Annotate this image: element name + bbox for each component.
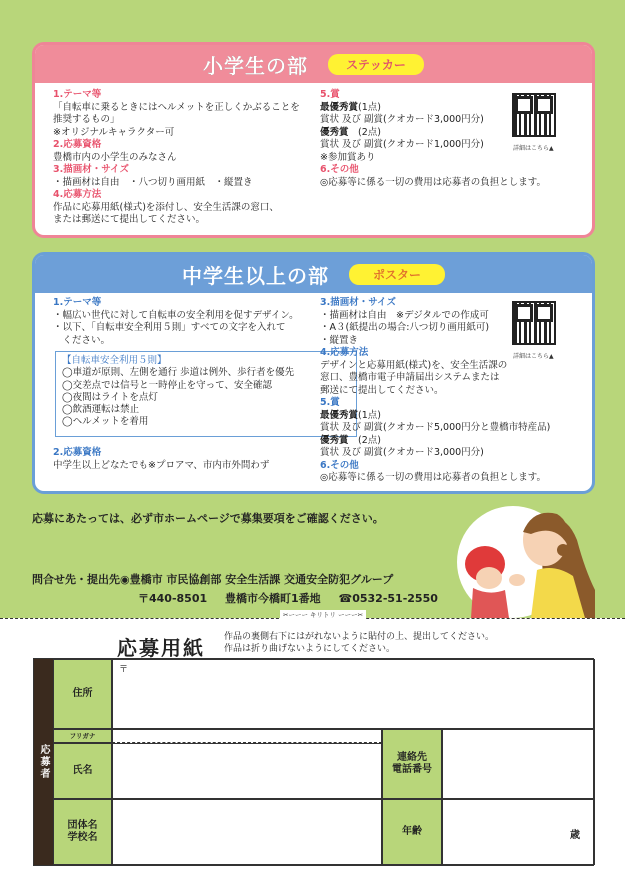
age-label: 年齢 bbox=[382, 799, 442, 865]
theme-line: ・幅広い世代に対して自転車の安全利用を促すデザイン。 bbox=[53, 309, 299, 321]
rule-item: ◯車道が原則、左側を通行 歩道は例外、歩行者を優先 bbox=[62, 367, 295, 379]
theme-line: ください。 bbox=[53, 334, 111, 346]
mother-child-illustration-icon bbox=[445, 500, 595, 618]
rule-item: ◯飲酒運転は禁止 bbox=[62, 404, 140, 416]
furigana-field[interactable] bbox=[112, 729, 382, 743]
group-school-label: 団体名 学校名 bbox=[53, 799, 112, 865]
other-note: ◎応募等に係る一切の費用は応募者の負担とします。 bbox=[320, 176, 547, 188]
homepage-notice: 応募にあたっては、必ず市ホームページで募集要項をご確認ください。 bbox=[32, 512, 384, 525]
phone-field[interactable] bbox=[442, 729, 595, 799]
prize-name: 優秀賞 bbox=[320, 126, 349, 138]
prize-count: (1点) bbox=[358, 409, 381, 421]
junior-left-column bbox=[53, 297, 343, 347]
contact-line: 問合せ先・提出先◉豊橋市 市民協創部 安全生活課 交通安全防犯グループ bbox=[32, 573, 394, 586]
qr-code-icon[interactable] bbox=[512, 93, 556, 137]
method-line: または郵送にて提出してください。 bbox=[53, 214, 206, 225]
form-note-line: 作品の裏側右下にはがれないように貼付の上、提出してください。 bbox=[224, 632, 495, 642]
junior-tag: ポスター bbox=[349, 264, 445, 285]
qr-caption: 詳細はこちら▲ bbox=[513, 353, 554, 360]
material-line: ・描画材は自由 ※デジタルでの作成可 bbox=[320, 309, 489, 321]
section-heading: 6.その他 bbox=[320, 459, 359, 471]
elementary-title: 小学生の部 bbox=[203, 53, 308, 78]
elementary-header bbox=[35, 45, 592, 83]
theme-line: ※オリジナルキャラクター可 bbox=[53, 126, 175, 138]
section-heading: 3.描画材・サイズ bbox=[53, 164, 129, 175]
elementary-tag: ステッカー bbox=[328, 54, 424, 75]
prize-count: (1点) bbox=[358, 101, 381, 113]
prize-detail: 賞状 及び 副賞(クオカード5,000円分と豊橋市特産品) bbox=[320, 422, 551, 433]
name-label: 氏名 bbox=[53, 743, 112, 799]
application-form-table bbox=[33, 658, 594, 866]
contact-address bbox=[138, 590, 452, 606]
name-field[interactable] bbox=[112, 743, 382, 799]
method-line: デザインと応募用紙(様式)を、安全生活課の bbox=[320, 359, 508, 371]
theme-line: ・以下、「自転車安全利用５則」すべての文字を入れて bbox=[53, 322, 286, 333]
rule-item: ◯ヘルメットを着用 bbox=[62, 416, 149, 428]
section-heading: 1.テーマ等 bbox=[53, 89, 102, 100]
theme-line: 「自転車に乗るときにはヘルメットを正しくかぶることを bbox=[53, 101, 300, 113]
other-note: ◎応募等に係る一切の費用は応募者の負担とします。 bbox=[320, 472, 547, 483]
section-heading: 5.賞 bbox=[320, 89, 340, 100]
section-heading: 4.応募方法 bbox=[320, 347, 369, 358]
method-line: 窓口、豊橋市電子申請届出システムまたは bbox=[320, 372, 500, 383]
age-field[interactable] bbox=[442, 799, 595, 865]
postal-mark: 〒 bbox=[119, 665, 129, 675]
kiritori-label: ✂ーーー キリトリ ーーー✂ bbox=[280, 610, 366, 619]
prize-detail: 賞状 及び 副賞(クオカード3,000円分) bbox=[320, 447, 484, 458]
qr-code-icon[interactable] bbox=[512, 301, 556, 345]
section-heading: 6.その他 bbox=[320, 164, 359, 175]
age-unit: 歳 bbox=[570, 830, 580, 841]
postal-code: 〒440-8501 bbox=[138, 592, 208, 605]
junior-section-card bbox=[32, 252, 595, 494]
bicycle-rules-box bbox=[55, 351, 357, 437]
method-line: 郵送にて提出してください。 bbox=[320, 384, 444, 396]
eligibility-line: 中学生以上どなたでも※プロアマ、市内市外問わず bbox=[53, 459, 270, 471]
material-line: ・A３(紙提出の場合:八つ切り画用紙可) bbox=[320, 322, 490, 333]
section-heading: 3.描画材・サイズ bbox=[320, 297, 396, 308]
junior-header bbox=[35, 255, 592, 293]
section-heading: 1.テーマ等 bbox=[53, 297, 102, 308]
method-line: 作品に応募用紙(様式)を添付し、安全生活課の窓口、 bbox=[53, 201, 279, 213]
theme-line: 推奨するもの」 bbox=[53, 114, 120, 125]
applicant-side-label: 応募者 bbox=[34, 659, 53, 865]
section-heading: 5.賞 bbox=[320, 397, 340, 408]
rules-title: 【自転車安全利用５則】 bbox=[62, 355, 167, 366]
section-heading: 2.応募資格 bbox=[53, 139, 102, 150]
prize-detail: 賞状 及び 副賞(クオカード3,000円分) bbox=[320, 114, 484, 125]
elementary-section-card bbox=[32, 42, 595, 238]
junior-title: 中学生以上の部 bbox=[182, 263, 329, 288]
material-line: ・縦置き bbox=[320, 334, 359, 346]
form-note bbox=[224, 632, 494, 655]
form-note-line: 作品は折り曲げないようにしてください。 bbox=[224, 643, 396, 654]
rule-item: ◯交差点では信号と一時停止を守って、安全確認 bbox=[62, 379, 272, 391]
section-heading: 2.応募資格 bbox=[53, 447, 102, 458]
prize-count: (2点) bbox=[348, 126, 381, 138]
form-title: 応募用紙 bbox=[117, 636, 205, 660]
address-field[interactable] bbox=[112, 659, 595, 729]
prize-name: 優秀賞 bbox=[320, 434, 349, 446]
material-line: ・描画材は自由 ・八つ切り画用紙 ・縦置き bbox=[53, 176, 253, 188]
prize-name: 最優秀賞 bbox=[320, 409, 359, 421]
rule-item: ◯夜間はライトを点灯 bbox=[62, 391, 158, 403]
address-label: 住所 bbox=[53, 659, 112, 729]
street-address: 豊橋市今橋町1番地 bbox=[225, 592, 321, 605]
participation-note: ※参加賞あり bbox=[320, 151, 376, 163]
phone-number: ☎0532-51-2550 bbox=[338, 592, 438, 605]
prize-count: (2点) bbox=[348, 434, 381, 446]
junior-eligibility bbox=[53, 447, 343, 472]
prize-detail: 賞状 及び 副賞(クオカード1,000円分) bbox=[320, 139, 484, 150]
elementary-left-column bbox=[53, 89, 323, 227]
group-school-field[interactable] bbox=[112, 799, 382, 865]
qr-caption: 詳細はこちら▲ bbox=[513, 145, 554, 152]
phone-label: 連絡先 電話番号 bbox=[382, 729, 442, 799]
furigana-label: フリガナ bbox=[53, 729, 112, 743]
prize-name: 最優秀賞 bbox=[320, 101, 359, 113]
eligibility-line: 豊橋市内の小学生のみなさん bbox=[53, 151, 177, 163]
section-heading: 4.応募方法 bbox=[53, 189, 102, 200]
